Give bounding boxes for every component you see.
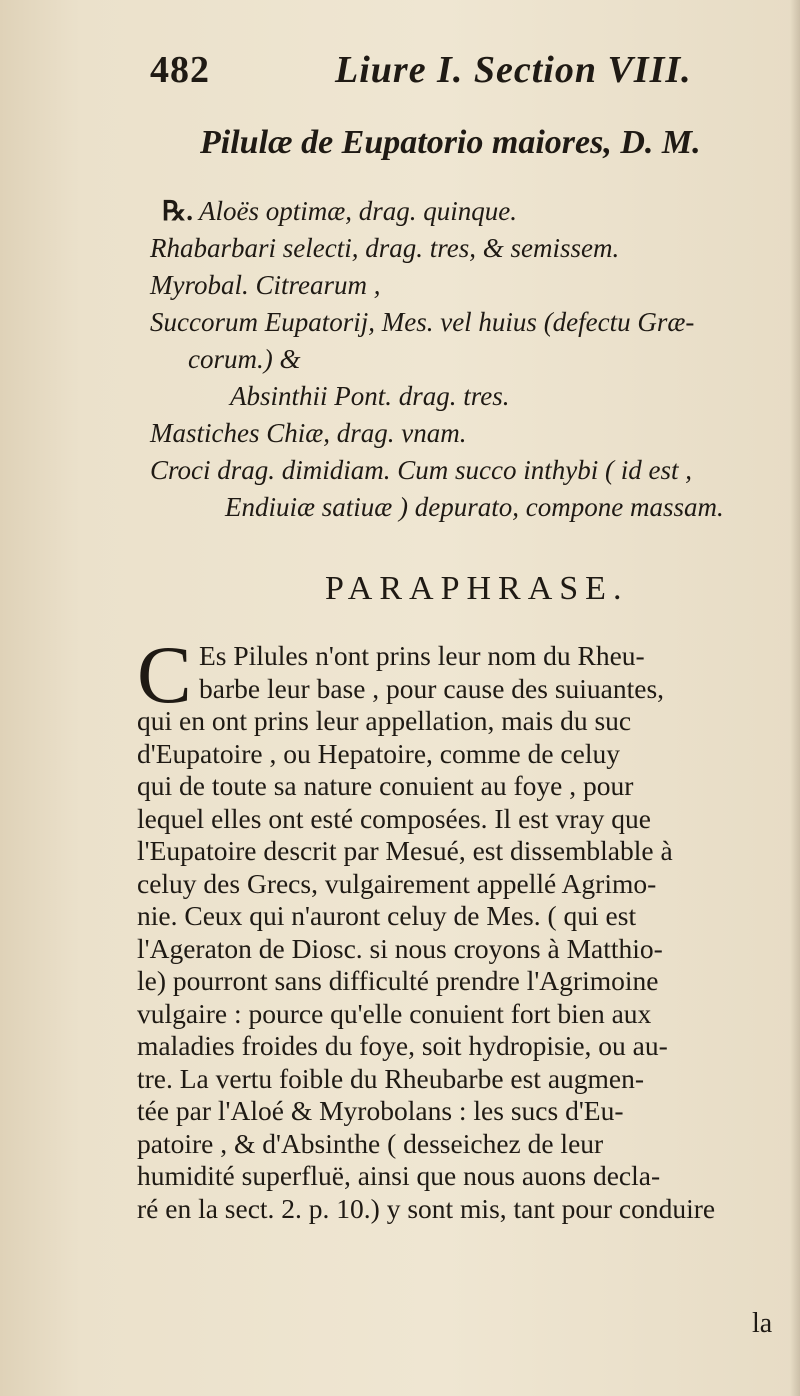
body-line: tre. La vertu foible du Rheubarbe est augmen- [137,1062,645,1094]
body-line: barbe leur base , pour cause des suiuantes, [199,672,665,704]
body-line: celuy des Grecs, vulgairement appellé Agrimo- [137,867,657,899]
body-line: qui de toute sa nature conuient au foye , pour [137,770,634,801]
running-title: Liure I. Section VIII. [335,49,692,91]
page-header [150,48,710,98]
recipe-line-text: Aloës optimæ, drag. quinque. [198,196,517,226]
recipe-symbol: ℞. [162,196,193,226]
recipe-line: Mastiches Chiæ, drag. vnam. [150,418,467,448]
recipe-line: corum.) & [188,344,301,374]
recipe-line: Croci drag. dimidiam. Cum succo inthybi ( id est , [150,455,692,485]
body-line: humidité superfluë, ainsi que nous auons decla- [137,1160,661,1191]
recipe-line: Absinthii Pont. drag. tres. [230,381,510,411]
paraphrase-body [137,629,785,1225]
recipe-line: Endiuiæ satiuæ ) depurato, compone massam. [225,492,724,522]
body-line: l'Eupatoire descrit par Mesué, est dissemblable à [137,835,673,866]
catchword: la [752,1308,773,1339]
body-line: Es Pilules n'ont prins leur nom du Rheu- [199,640,645,671]
recipe-block [150,193,790,526]
page-edge-shadow [790,0,800,1396]
body-line: maladies froides du foye, soit hydropisie, ou au- [137,1030,668,1061]
body-line: tée par l'Aloé & Myrobolans : les sucs d'Eu- [137,1095,624,1126]
drop-cap: C [137,629,192,720]
recipe-line [150,193,790,230]
body-line: d'Eupatoire , ou Hepatoire, comme de celuy [137,737,620,769]
recipe-line: Succorum Eupatorij, Mes. vel huius (defectu Græ- [150,307,695,337]
body-line: nie. Ceux qui n'auront celuy de Mes. ( qui est [137,900,637,931]
recipe-line: Myrobal. Citrearum , [150,270,381,300]
body-line: ré en la sect. 2. p. 10.) y sont mis, tant pour conduire [137,1192,716,1224]
body-line: lequel elles ont esté composées. Il est vray que [137,802,651,834]
body-line: le) pourront sans difficulté prendre l'Agrimoine [137,965,659,996]
recipe-line: Rhabarbari selecti, drag. tres, & semissem. [150,233,620,263]
body-line: vulgaire : pource qu'elle conuient fort bien aux [137,997,652,1029]
page-number: 482 [150,49,210,91]
recipe-title: Pilulæ de Eupatorio maiores, D. M. [200,124,701,161]
body-line: l'Ageraton de Diosc. si nous croyons à Matthio- [137,932,663,964]
section-heading: PARAPHRASE. [325,570,629,607]
body-line: patoire , & d'Absinthe ( desseichez de leur [137,1127,604,1159]
body-line: qui en ont prins leur appellation, mais du suc [137,705,632,736]
